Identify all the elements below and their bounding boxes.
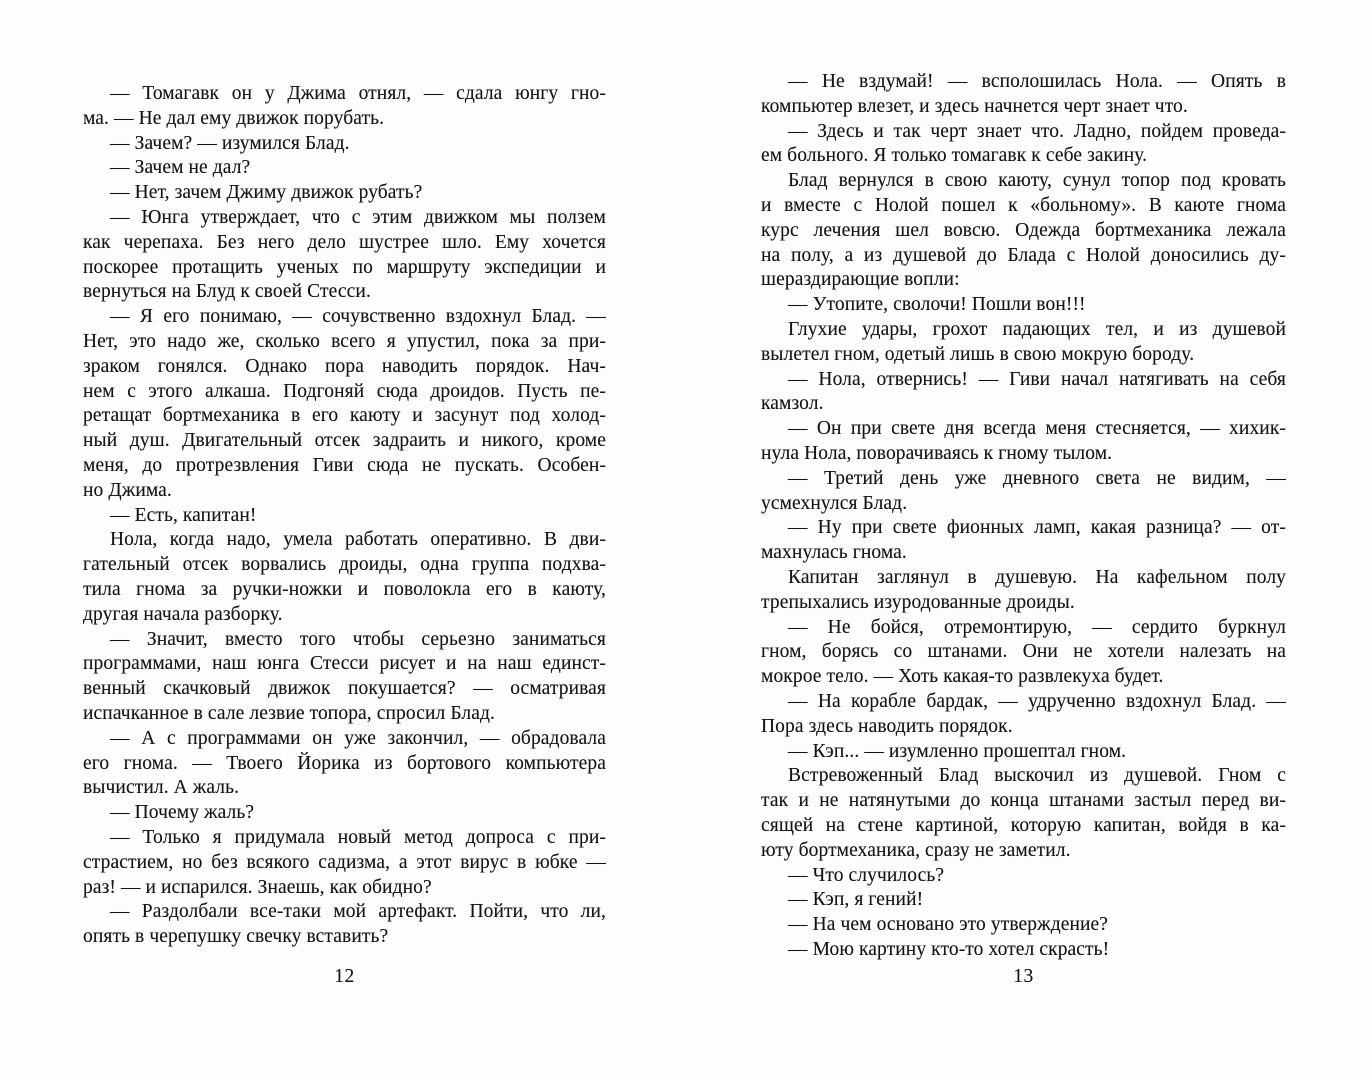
text-line: но Джима. <box>83 479 172 501</box>
text-line: — Юнга утверждает, что с этим движком мы ползем <box>110 206 606 228</box>
paragraph <box>761 169 1286 293</box>
text-line: юту бортмеханика, сразу не заметил. <box>761 839 1071 861</box>
paragraph <box>83 206 606 305</box>
paragraph <box>761 864 1286 889</box>
text-line: — А с программами он уже закончил, — обрадовала <box>110 727 606 749</box>
text-line: сящей на стене картиной, которую капитан, войдя в ка- <box>761 814 1286 836</box>
text-line: на полу, а из душевой до Блада с Нолой доносились ду- <box>761 244 1286 266</box>
text-line: Капитан заглянул в душевую. На кафельном полу <box>788 566 1286 588</box>
text-line: вылетел гном, одетый лишь в свою мокрую бороду. <box>761 343 1195 365</box>
paragraph <box>83 132 606 157</box>
paragraph <box>761 938 1286 963</box>
text-line: махнулась гнома. <box>761 542 907 564</box>
text-line: — Только я придумала новый метод допроса с при- <box>110 826 606 848</box>
paragraph <box>83 727 606 801</box>
text-line: — Кэп... — изумленно прошептал гном. <box>788 740 1127 762</box>
paragraph <box>83 156 606 181</box>
paragraph <box>761 566 1286 616</box>
text-line: меня, до протрезвления Гиви сюда не пускать. Особен- <box>83 454 606 476</box>
text-line: — Не вздумай! — всполошилась Нола. — Опять в <box>788 71 1286 92</box>
paragraph <box>761 616 1286 690</box>
paragraph <box>761 888 1286 913</box>
text-line: его гнома. — Твоего Йорика из бортового компьютера <box>83 752 606 774</box>
text-line: вернуться на Блуд к своей Стесси. <box>83 281 371 303</box>
page-left-text <box>83 82 606 950</box>
paragraph <box>83 528 606 627</box>
text-line: — Есть, капитан! <box>110 504 257 526</box>
paragraph <box>761 293 1286 318</box>
paragraph <box>761 70 1286 120</box>
text-line: раз! — и испарился. Знаешь, как обидно? <box>83 876 432 898</box>
text-line: — Что случилось? <box>788 864 945 886</box>
text-line: вычистил. А жаль. <box>83 777 240 799</box>
text-line: поскорее протащить ученых по маршруту экспедиции и <box>83 256 606 278</box>
text-line: опять в черепушку свечку вставить? <box>83 926 389 948</box>
text-line: шераздирающие вопли: <box>761 269 960 291</box>
text-line: — Зачем не дал? <box>110 157 251 179</box>
text-line: Встревоженный Блад выскочил из душевой. Гном с <box>788 765 1286 787</box>
text-line: Пора здесь наводить порядок. <box>761 715 1013 737</box>
text-line: Нола, когда надо, умела работать оперативно. В дви- <box>110 529 606 551</box>
text-line: гном, борясь со штанами. Они не хотели налезать на <box>761 641 1286 663</box>
text-line: — Раздолбали все-таки мой артефакт. Пойти, что ли, <box>110 901 606 923</box>
text-line: — Томагавк он у Джима отнял, — сдала юнгу гно- <box>110 83 606 104</box>
paragraph <box>761 368 1286 418</box>
page-right-text <box>761 70 1286 963</box>
text-line: как черепаха. Без него дело шустрее шло. Ему хочется <box>83 231 606 253</box>
page-number-left: 12 <box>334 966 355 987</box>
text-line: гательный отсек ворвались дроиды, одна группа подхва- <box>83 554 606 576</box>
paragraph <box>761 740 1286 765</box>
paragraph <box>83 504 606 529</box>
paragraph <box>761 120 1286 170</box>
text-line: курс лечения шел вовсю. Одежда бортмеханика лежала <box>761 219 1286 241</box>
text-line: — Кэп, я гений! <box>788 889 924 911</box>
text-line: другая начала разборку. <box>83 603 283 625</box>
paragraph <box>761 764 1286 863</box>
paragraph <box>83 628 606 727</box>
text-line: — Почему жаль? <box>110 802 255 824</box>
text-line: — Третий день уже дневного света не видим, — <box>788 467 1286 489</box>
paragraph <box>761 690 1286 740</box>
text-line: ем больного. Я только томагавк к себе закину. <box>761 145 1148 167</box>
text-line: — Здесь и так черт знает что. Ладно, пойдем проведа- <box>788 120 1286 142</box>
text-line: мокрое тело. — Хоть какая-то развлекуха будет. <box>761 666 1164 688</box>
paragraph <box>83 82 606 132</box>
text-line: — Нола, отвернись! — Гиви начал натягивать на себя <box>788 368 1286 390</box>
paragraph <box>761 467 1286 517</box>
text-line: — Зачем? — изумился Блад. <box>110 132 350 154</box>
paragraph <box>761 913 1286 938</box>
paragraph <box>83 900 606 950</box>
text-line: — Нет, зачем Джиму движок рубать? <box>110 182 423 204</box>
paragraph <box>83 181 606 206</box>
paragraph <box>761 417 1286 467</box>
text-line: Нет, это надо же, сколько всего я упустил, пока за при- <box>83 330 606 352</box>
text-line: — Я его понимаю, — сочувственно вздохнул Блад. — <box>110 306 606 328</box>
text-line: ма. — Не дал ему движок порубать. <box>83 107 385 129</box>
text-line: камзол. <box>761 393 824 415</box>
paragraph <box>83 305 606 503</box>
paragraph <box>83 801 606 826</box>
text-line: зраком гонялся. Однако пора наводить порядок. Нач- <box>83 355 606 377</box>
paragraph <box>761 318 1286 368</box>
text-line: — На корабле бардак, — удрученно вздохнул Блад. — <box>788 690 1286 712</box>
text-line: — Он при свете дня всегда меня стесняется, — хихик- <box>788 418 1286 440</box>
text-line: так и не натянутыми до конца штанами застыл перед ви- <box>761 790 1286 812</box>
paragraph <box>761 516 1286 566</box>
text-line: страстием, но без всякого садизма, а этот вирус в юбке — <box>83 851 606 873</box>
text-line: программами, наш юнга Стесси рисует и на наш единст- <box>83 653 606 675</box>
text-line: — Значит, вместо того чтобы серьезно заниматься <box>110 628 606 650</box>
text-line: трепыхались изуродованные дроиды. <box>761 591 1075 613</box>
text-line: нем с этого алкаша. Подгоняй сюда дроидов. Пусть пе- <box>83 380 606 402</box>
text-line: усмехнулся Блад. <box>761 492 908 514</box>
paragraph <box>83 826 606 900</box>
text-line: компьютер влезет, и здесь начнется черт знает что. <box>761 95 1188 117</box>
text-line: испачканное в сале лезвие топора, спросил Блад. <box>83 702 495 724</box>
text-line: и вместе с Нолой пошел к «больному». В каюте гнома <box>761 194 1286 216</box>
text-line: — Ну при свете фионных ламп, какая разница? — от- <box>788 517 1286 539</box>
text-line: ный душ. Двигательный отсек задраить и никого, кроме <box>83 430 606 452</box>
text-line: Блад вернулся в свою каюту, сунул топор под кровать <box>788 170 1286 192</box>
text-line: — Не бойся, отремонтирую, — сердито буркнул <box>788 616 1286 638</box>
text-line: — Мою картину кто-то хотел скрасть! <box>788 938 1110 960</box>
text-line: нула Нола, поворачиваясь к гному тылом. <box>761 442 1113 464</box>
text-line: Глухие удары, грохот падающих тел, и из душевой <box>788 318 1286 340</box>
text-line: тила гнома за ручки-ножки и поволокла его в каюту, <box>83 578 606 600</box>
text-line: — На чем основано это утверждение? <box>788 914 1109 936</box>
text-line: венный скачковый движок покушается? — осматривая <box>83 678 606 700</box>
text-line: — Утопите, сволочи! Пошли вон!!! <box>788 294 1086 316</box>
text-line: ретащат бортмеханика в его каюту и засунут под холод- <box>83 405 606 427</box>
page-number-right: 13 <box>1013 966 1034 987</box>
